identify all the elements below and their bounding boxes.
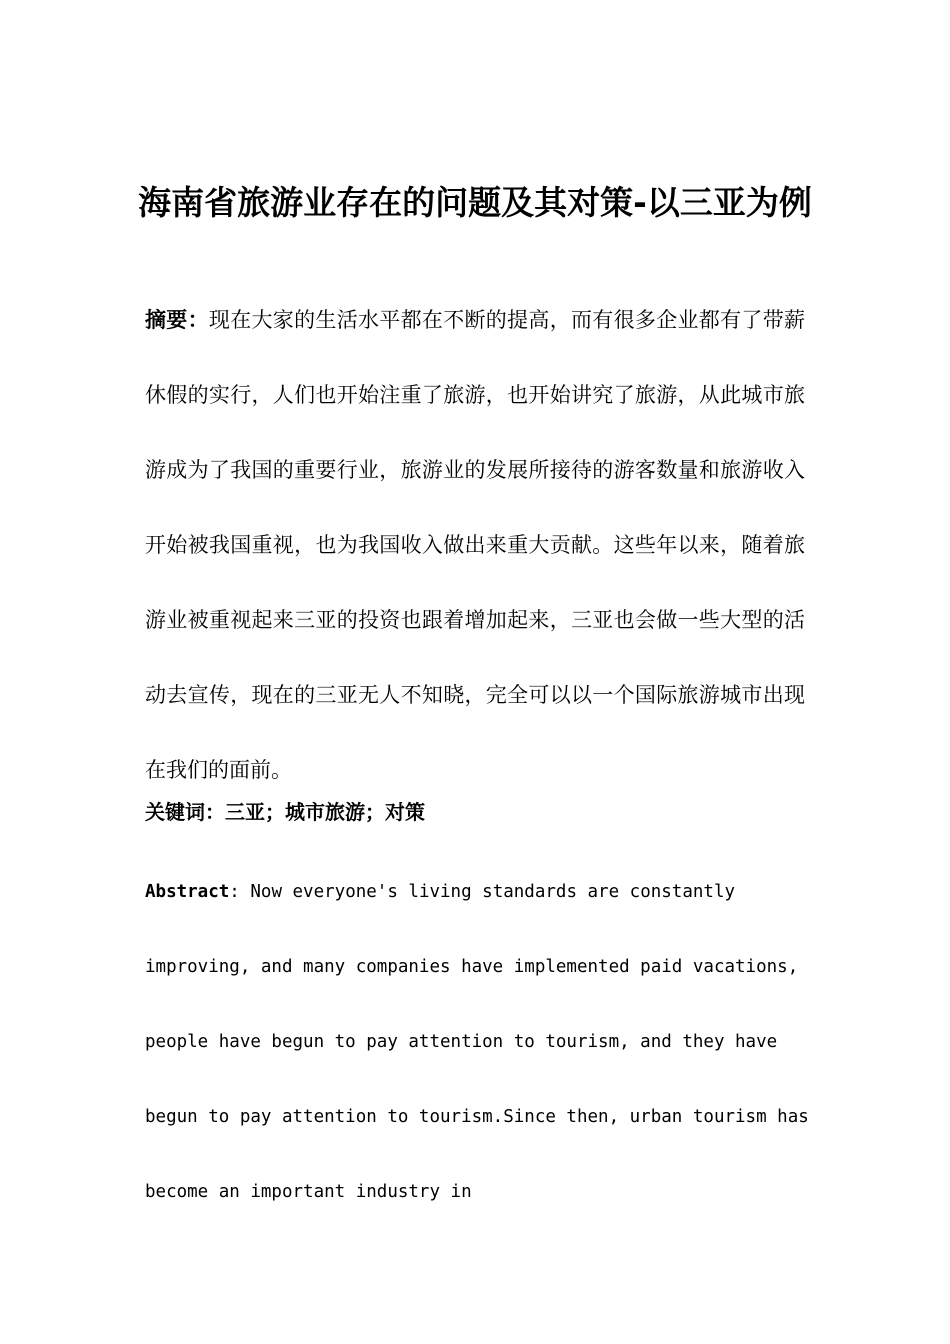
abstract-en — [145, 855, 810, 1230]
abstract-en-text: : Now everyone's living standards are constantly improving, and many companies have implemented paid vacations, people have begun to pay attention to tourism, and they have begun to pay attention to tourism.Since then, urban tourism has become an important industry in — [145, 882, 809, 1202]
document-title: 海南省旅游业存在的问题及其对策-以三亚为例 — [138, 183, 812, 222]
keywords-cn: 关键词：三亚；城市旅游；对策 — [145, 800, 425, 824]
abstract-cn — [145, 283, 805, 808]
abstract-cn-text: 现在大家的生活水平都在不断的提高，而有很多企业都有了带薪休假的实行，人们也开始注重了旅游，也开始讲究了旅游，从此城市旅游成为了我国的重要行业，旅游业的发展所接待的游客数量和旅游收入开始被我国重视，也为我国收入做出来重大贡献。这些年以来，随着旅游业被重视起来三亚的投资也跟着增加起来，三亚也会做一些大型的活动去宣传，现在的三亚无人不知晓，完全可以以一个国际旅游城市出现在我们的面前。 — [145, 308, 806, 782]
abstract-cn-label: 摘要： — [145, 308, 209, 332]
abstract-en-label: Abstract — [145, 882, 230, 902]
